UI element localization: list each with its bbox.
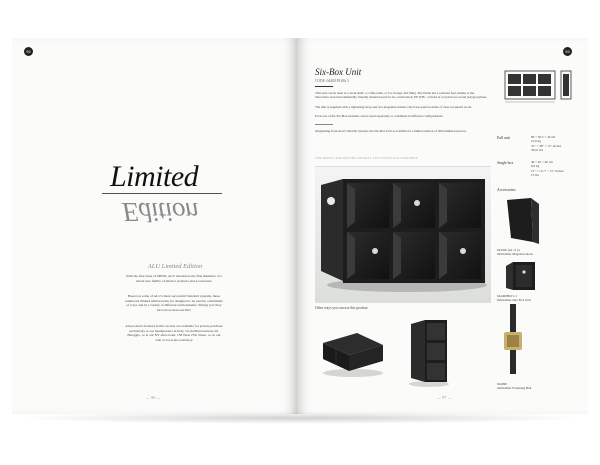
- availability-paragraph: All products featured in this section are available for private purchase exclusively at our headquarters in Italy, via dell'Innovazione 20, Bareggio, or at our NY showroom, 158 West 27th Street, or on our web at www.alu.com/shop: [125, 324, 223, 342]
- title-edition-reflected: Edition: [122, 197, 198, 227]
- description-paragraph: Based on some of ALU's most successful Standard systems, these numbered limited edition items are designed to be used in a multitude of ways and in a variety of different environments. Simply put: they have more than one life!: [125, 294, 223, 312]
- left-page: [12, 38, 297, 414]
- buying-note: FOR PRICES AND BUYING DETAILS VISIT WWW.ALU.COM/SHOP: [315, 156, 418, 160]
- six-box-unit-photo: [315, 166, 491, 303]
- spec-label-single-box: Single box: [497, 161, 514, 165]
- page-number-badge-left: 92: [24, 47, 33, 56]
- other-uses-caption: Other ways you can use this product:: [315, 306, 369, 310]
- product-description-3: Each one of the Six-Box modules can be used separately or combined in different configurations.: [315, 114, 444, 118]
- accessory-caption-magazine-rack: 044500 (set of 2) Ombrellier Magazine Rack: [497, 248, 533, 257]
- product-description-4: Originating from ALU's Mobile System, the Six-Box Unit is available in a limited edition of 300 numbered pieces.: [315, 129, 467, 133]
- spec-label-full-unit: Full unit: [497, 136, 510, 140]
- spec-value-full-unit: 80 × 30.5 × 40 cm 10.6 kg 31" × 48" × 15" inches 36.01 lbs: [531, 135, 562, 152]
- six-box-unit-illustration: [315, 167, 491, 303]
- dimension-diagram: [501, 68, 575, 104]
- accessories-heading: Accessories:: [497, 188, 517, 192]
- magazine-rack-photo: [503, 196, 543, 246]
- title-limited: Limited: [110, 160, 199, 193]
- product-code: CODE: 04400 PL63b 3: [315, 79, 349, 83]
- page-folio-left: — 96 —: [146, 396, 161, 400]
- product-title: Six-Box Unit: [315, 67, 362, 77]
- title-divider: [102, 193, 222, 194]
- product-description-2: The unit is supplied with a tightening strap and two magazine holders; the back panel is made of clear lacquered wood.: [315, 105, 473, 109]
- page-folio-right: — 97 —: [437, 396, 452, 400]
- paragraph-rule: [315, 124, 333, 125]
- magazine-spread: [12, 38, 588, 414]
- page-number-badge-right: 93: [563, 47, 572, 56]
- title-rule: [315, 86, 333, 87]
- spread-shadow: [14, 412, 586, 424]
- one-box-unit-photo: [503, 260, 537, 292]
- accessory-caption-one-box-unit: 044400BLT1/1 Ombrellier One Box Unit: [497, 294, 531, 303]
- spec-value-single-box: 40 × 40 × 40 cm 6.6 kg 15" × 15.7" × 15" inches 13 lbs: [531, 160, 564, 177]
- right-page: [297, 38, 588, 414]
- fastening-belt-photo: [501, 304, 525, 378]
- accessory-caption-fastening-belt: 044090 Ombrellier Fastening Belt: [497, 382, 532, 391]
- product-description-1: This unit can be used as a book shelf, a coffee table, or for storage and filing. The finish has a textured feel, thanks to the innovative and environmentally friendly material used for its construction: PP WPC, a blend of recycled wood and polypropylene.: [315, 91, 487, 100]
- coffee-table-configuration-photo: [319, 323, 385, 378]
- section-subtitle: ALU Limited Edition: [147, 263, 203, 270]
- intro-paragraph: With the first issue of MINO, ALU introduces the first members of a whole new family of interior products and accessories.: [125, 274, 223, 283]
- tall-shelf-configuration-photo: [405, 316, 451, 388]
